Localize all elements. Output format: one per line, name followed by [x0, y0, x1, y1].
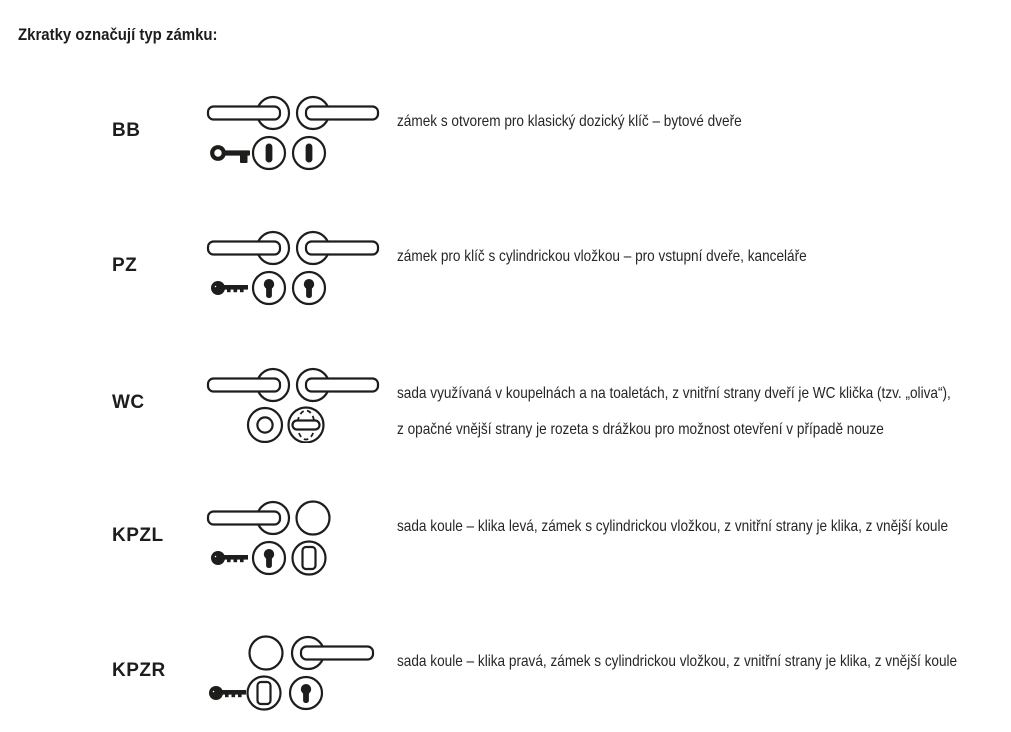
cylinder-key-icon	[211, 281, 248, 295]
lock-code-label: WC	[112, 392, 145, 413]
description-line: zámek s otvorem pro klasický dozický klíč – bytové dveře	[397, 113, 742, 130]
description-line: sada koule – klika pravá, zámek s cylindrickou vložkou, z vnitřní strany je klika, z vnější koule	[397, 653, 958, 670]
lock-code-label: PZ	[112, 255, 138, 276]
lock-icon-set	[203, 635, 393, 711]
door-handle-right-icon	[297, 369, 378, 401]
lock-description	[397, 376, 951, 448]
lock-description	[397, 509, 948, 545]
door-knob-icon	[250, 637, 283, 670]
blind-rosette-icon	[293, 542, 326, 575]
lock-description	[397, 239, 807, 275]
bit-key-icon	[212, 147, 250, 163]
door-handle-left-icon	[208, 232, 289, 264]
blind-rosette-icon	[248, 677, 281, 710]
door-handle-right-icon	[292, 637, 373, 669]
description-line: z opačné vnější strany je rozeta s drážkou pro možnost otevření v případě nouze	[397, 421, 884, 438]
lock-type-row	[0, 367, 1011, 443]
lock-icon-set	[203, 95, 393, 171]
description-line: sada využívaná v koupelnách a na toaletách, z vnitřní strany dveří je WC klička (tzv. „oliva“),	[397, 385, 951, 402]
lock-code-label: BB	[112, 120, 141, 141]
description-line: sada koule – klika levá, zámek s cylindrickou vložkou, z vnitřní strany je klika, z vnější koule	[397, 518, 949, 535]
wc-oliva-thumbturn-icon	[289, 408, 324, 443]
page-title: Zkratky označují typ zámku:	[18, 25, 218, 44]
cylinder-keyhole-rosette-icon	[253, 542, 285, 574]
door-handle-right-icon	[297, 232, 378, 264]
lock-code-label: KPZL	[112, 525, 164, 546]
door-handle-left-icon	[208, 97, 289, 129]
cylinder-keyhole-rosette-icon	[253, 272, 285, 304]
door-handle-left-icon	[208, 502, 289, 534]
lock-icon-set	[203, 500, 393, 576]
lock-icon-set	[203, 367, 393, 443]
wc-groove-rosette-icon	[248, 408, 282, 442]
cylinder-keyhole-rosette-icon	[290, 677, 322, 709]
lock-description	[397, 104, 742, 140]
lock-type-row	[0, 95, 1011, 171]
lock-type-row	[0, 500, 1011, 576]
lock-code-label: KPZR	[112, 660, 166, 681]
lock-type-row	[0, 230, 1011, 306]
lock-description	[397, 644, 957, 680]
door-handle-right-icon	[297, 97, 378, 129]
door-knob-icon	[297, 502, 330, 535]
description-line: zámek pro klíč s cylindrickou vložkou – pro vstupní dveře, kanceláře	[397, 248, 807, 265]
cylinder-key-icon	[211, 551, 248, 565]
cylinder-key-icon	[209, 686, 246, 700]
lock-icon-set	[203, 230, 393, 306]
cylinder-keyhole-rosette-icon	[293, 272, 325, 304]
bb-keyhole-rosette-icon	[253, 137, 285, 169]
lock-type-row	[0, 635, 1011, 711]
bb-keyhole-rosette-icon	[293, 137, 325, 169]
door-handle-left-icon	[208, 369, 289, 401]
